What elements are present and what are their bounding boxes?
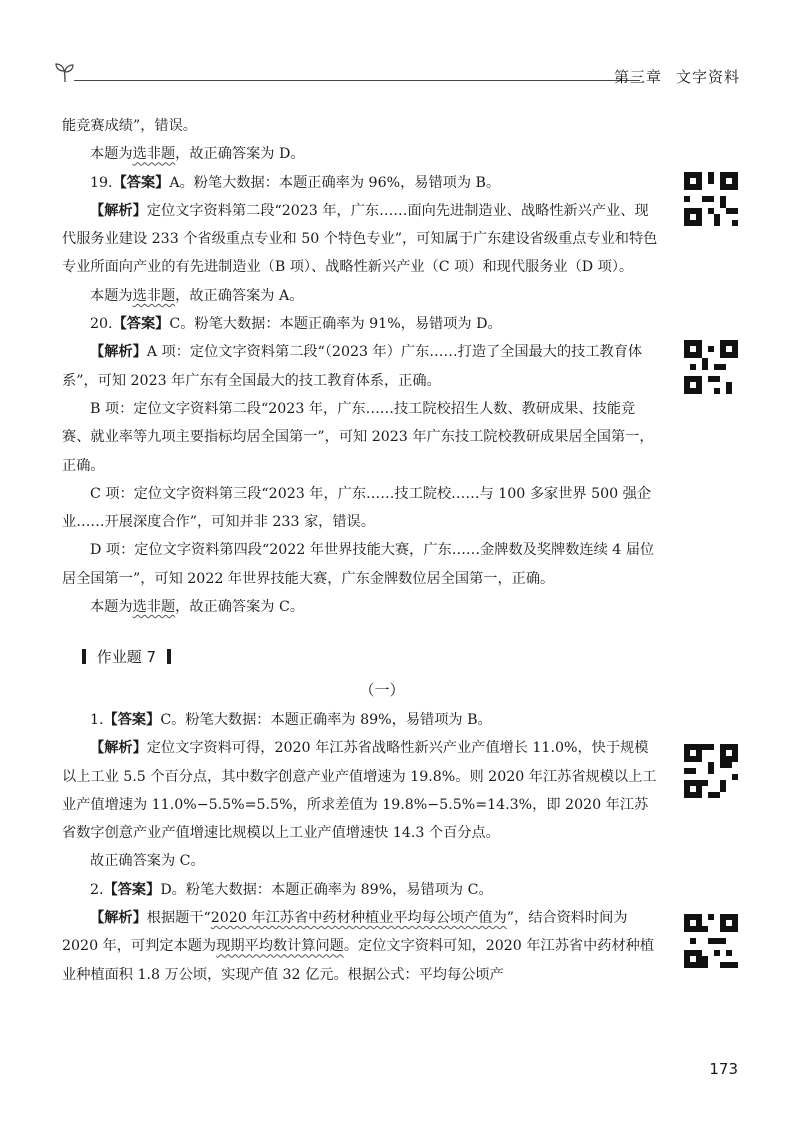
- text-line: 能竞赛成绩”，错误。: [62, 118, 197, 134]
- q20-answer: 20.【答案】C。粉笔大数据：本题正确率为 91%，易错项为 D。: [90, 316, 502, 333]
- qr-code-icon[interactable]: [684, 744, 738, 798]
- q2-analysis: 【解析】根据题干“2020 年江苏省中药材种植业平均每公顷产值为”，结合资料时间为 2020 年，可判定本题为现期平均数计算问题。定位文字资料可知，2020 年江苏省中药材种植业种植面积 1.8 万公顷，实现产值 32 亿元。根据公式：平均每公顷产: [62, 910, 655, 983]
- chapter-name: 文字资料: [675, 68, 740, 86]
- q20-analysis-d: D 项：定位文字资料第四段“2022 年世界技能大赛，广东……金牌数及奖牌数连续 4 届位居全国第一”，可知 2022 年世界技能大赛，广东金牌数位居全国第一，正确。: [62, 542, 655, 587]
- page-number: 173: [709, 1060, 738, 1078]
- section-heading: [82, 643, 662, 671]
- q1-analysis: 【解析】定位文字资料可得，2020 年江苏省战略性新兴产业产值增长 11.0%，快于规模以上工业 5.5 个百分点，其中数字创意产业产值增速为 19.8%。则 2020 年江苏省规模以上工业产值增速为 11.0%−5.5%=5.5%，所求差值为 19.8%−5.5%=14.3%，即 2020 年江苏省数字创意产业产值增速比规模以上工业产值增速快 14.3 个百分点。: [62, 740, 657, 842]
- page-body: [62, 112, 662, 989]
- sprout-icon: [52, 60, 78, 86]
- bar-mark: [167, 649, 171, 664]
- q19-summary: 本题为选非题，故正确答案为 A。: [90, 287, 304, 304]
- subsection-title: （一）: [359, 680, 405, 699]
- q20-summary: 本题为选非题，故正确答案为 C。: [90, 599, 305, 616]
- q20-analysis-b: B 项：定位文字资料第二段“2023 年，广东……技工院校招生人数、教研成果、技能竞赛、就业率等九项主要指标均居全国第一”，可知 2023 年广东技工院校教研成果居全国第一，正确。: [62, 400, 654, 474]
- q2-answer: 2.【答案】D。粉笔大数据：本题正确率为 89%，易错项为 C。: [90, 881, 493, 898]
- answer-summary: 本题为选非题，故正确答案为 D。: [90, 146, 305, 163]
- q1-summary: 故正确答案为 C。: [90, 853, 205, 870]
- chapter-title: [614, 66, 740, 87]
- q19-answer: 19.【答案】A。粉笔大数据：本题正确率为 96%，易错项为 B。: [90, 174, 501, 191]
- q1-answer: 1.【答案】C。粉笔大数据：本题正确率为 89%，易错项为 B。: [90, 711, 492, 728]
- q20-analysis-a: 【解析】A 项：定位文字资料第二段“（2023 年）广东……打造了全国最大的技工教育体系”，可知 2023 年广东有全国最大的技工教育体系，正确。: [62, 344, 643, 389]
- q19-analysis: 【解析】定位文字资料第二段“2023 年，广东……面向先进制造业、战略性新兴产业、现代服务业建设 233 个省级重点专业和 50 个特色专业”，可知属于广东建设省级重点专业和特色专业所面向产业的有先进制造业（B 项）、战略性新兴产业（C 项）和现代服务业（D 项）。: [62, 202, 658, 276]
- qr-code-icon[interactable]: [684, 914, 738, 968]
- header-rule: [74, 80, 640, 81]
- page-header: [52, 60, 740, 90]
- bar-mark: [82, 649, 86, 664]
- section-title: 作业题 7: [96, 648, 157, 667]
- qr-code-icon[interactable]: [684, 172, 738, 226]
- chapter-number: 第三章: [613, 68, 662, 86]
- q20-analysis-c: C 项：定位文字资料第三段“2023 年，广东……技工院校……与 100 多家世界 500 强企业……开展深度合作”，可知并非 233 家，错误。: [62, 485, 652, 531]
- qr-code-icon[interactable]: [684, 340, 738, 394]
